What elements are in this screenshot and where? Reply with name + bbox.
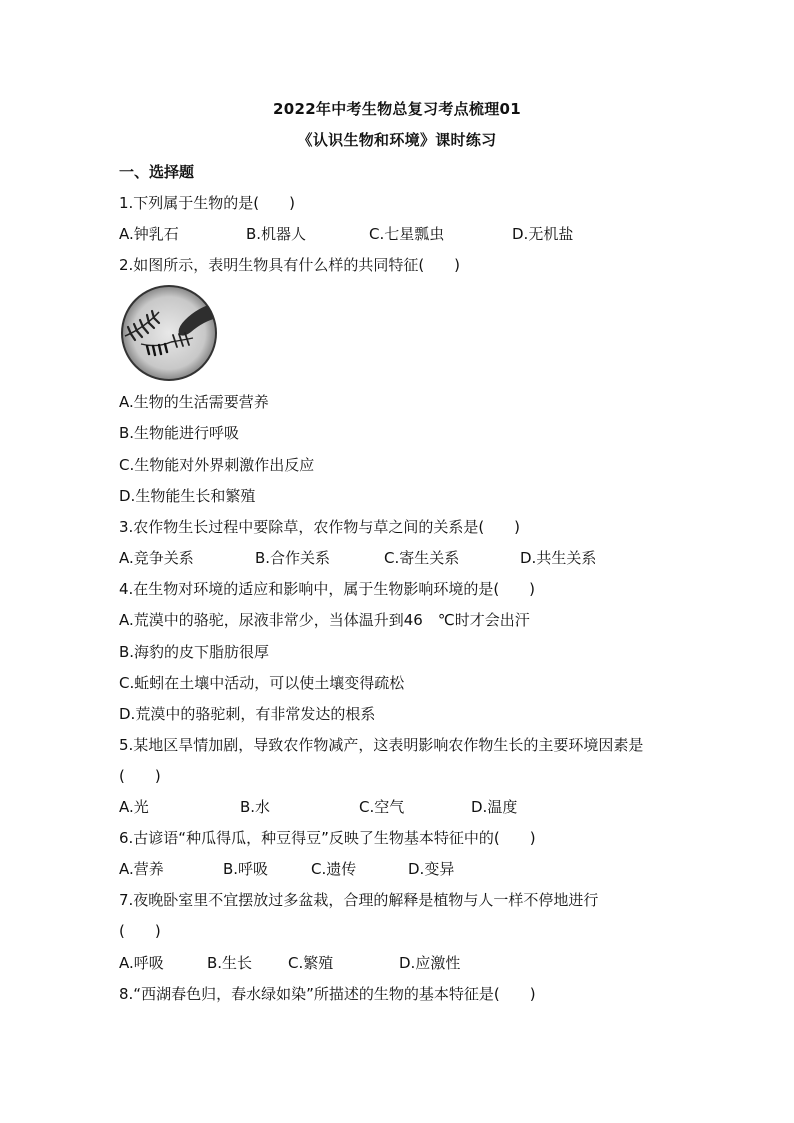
option-d: D.温度: [471, 798, 518, 816]
option-c: C.繁殖: [288, 954, 334, 972]
option-c: C.遗传: [311, 860, 357, 878]
option-b: B.水: [240, 798, 271, 816]
question-2-option-b: B.生物能进行呼吸: [119, 424, 240, 442]
question-6-stem: 6.古谚语“种瓜得瓜，种豆得豆”反映了生物基本特征中的( ): [119, 829, 536, 847]
option-b: B.生长: [207, 954, 253, 972]
option-a: A.营养: [119, 860, 164, 878]
doc-title-line1: 2022年中考生物总复习考点梳理01: [272, 100, 522, 118]
question-4-option-a: A.荒漠中的骆驼，尿液非常少，当体温升到46 ℃时才会出汗: [119, 611, 530, 629]
option-d: D.变异: [408, 860, 455, 878]
option-c: C.空气: [359, 798, 405, 816]
option-d: D.共生关系: [520, 549, 597, 567]
question-2-option-a: A.生物的生活需要营养: [119, 393, 269, 411]
option-c: C.七星瓢虫: [369, 225, 445, 243]
question-4-option-c: C.蚯蚓在土壤中活动，可以使土壤变得疏松: [119, 674, 405, 692]
question-7-stem: 7.夜晚卧室里不宜摆放过多盆栽，合理的解释是植物与人一样不停地进行: [119, 891, 599, 909]
question-2-stem: 2.如图所示，表明生物具有什么样的共同特征( ): [119, 256, 461, 274]
question-7-options: [119, 952, 719, 972]
question-5-stem-cont: ( ): [119, 767, 161, 785]
option-b: B.合作关系: [255, 549, 331, 567]
question-4-stem: 4.在生物对环境的适应和影响中，属于生物影响环境的是( ): [119, 580, 536, 598]
mimosa-touch-figure: [119, 284, 219, 382]
option-d: D.无机盐: [512, 225, 574, 243]
option-b: B.呼吸: [223, 860, 269, 878]
option-b: B.机器人: [246, 225, 307, 243]
option-a: A.钟乳石: [119, 225, 179, 243]
question-3-options: [119, 547, 719, 567]
question-1-options: [119, 223, 719, 243]
option-a: A.呼吸: [119, 954, 164, 972]
question-2-option-c: C.生物能对外界刺激作出反应: [119, 456, 315, 474]
section-heading: 一、选择题: [119, 163, 195, 181]
question-7-stem-cont: ( ): [119, 922, 161, 940]
question-8-stem: 8.“西湖春色归，春水绿如染”所描述的生物的基本特征是( ): [119, 985, 536, 1003]
option-a: A.竞争关系: [119, 549, 194, 567]
question-4-option-b: B.海豹的皮下脂肪很厚: [119, 643, 270, 661]
question-3-stem: 3.农作物生长过程中要除草，农作物与草之间的关系是( ): [119, 518, 521, 536]
question-6-options: [119, 858, 719, 878]
question-5-stem: 5.某地区旱情加剧，导致农作物减产，这表明影响农作物生长的主要环境因素是: [119, 736, 644, 754]
option-a: A.光: [119, 798, 149, 816]
question-4-option-d: D.荒漠中的骆驼刺，有非常发达的根系: [119, 705, 376, 723]
question-2-option-d: D.生物能生长和繁殖: [119, 487, 256, 505]
option-d: D.应激性: [399, 954, 461, 972]
doc-title-line2: 《认识生物和环境》课时练习: [297, 131, 497, 149]
question-1-stem: 1.下列属于生物的是( ): [119, 194, 296, 212]
option-c: C.寄生关系: [384, 549, 460, 567]
question-5-options: [119, 796, 719, 816]
